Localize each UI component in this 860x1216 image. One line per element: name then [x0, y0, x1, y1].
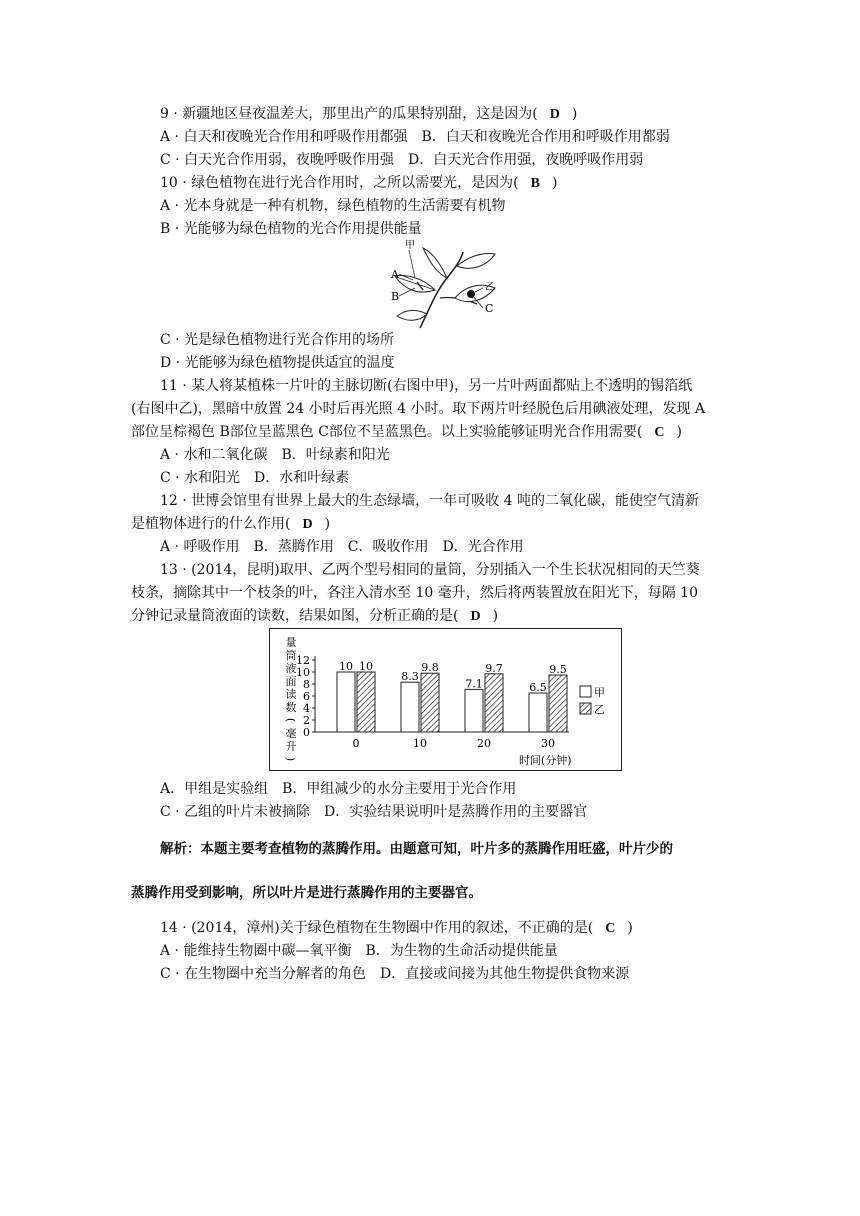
q14-stem-line: [160, 918, 633, 939]
y-tick-label: 12: [296, 654, 310, 667]
bar-chart: [269, 628, 622, 771]
y-axis-label-char: 液: [285, 662, 297, 675]
q9-answer: D: [549, 107, 560, 122]
x-tick-label: 0: [352, 737, 360, 750]
q10-option-a: A · 光本身就是一种有机物，绿色植物的生活需要有机物: [160, 198, 506, 214]
bar-yi-label: 9.5: [549, 663, 567, 676]
label-jia: 甲: [405, 240, 415, 251]
bar-jia-label: 6.5: [529, 681, 547, 694]
label-a: A: [391, 268, 399, 281]
q12-answer: D: [302, 517, 313, 532]
q11-line3: 部位呈棕褐色 B部位呈蓝黑色 C部位不呈蓝黑色。以上实验能够证明光合作用需要(: [131, 424, 643, 440]
bar-yi: [357, 672, 375, 732]
y-axis-label-char: 数: [285, 701, 297, 714]
q11-line3-wrap: [131, 422, 682, 443]
bar-jia: [465, 689, 483, 732]
q13-analysis-line2: 蒸腾作用受到影响，所以叶片是进行蒸腾作用的主要器官。: [131, 885, 482, 901]
q9-options-cd: C · 白天光合作用弱，夜晚呼吸作用强 D．白天光合作用强，夜晚呼吸作用弱: [160, 152, 644, 168]
bar-jia: [337, 672, 355, 732]
y-tick-label: 2: [303, 714, 310, 727]
bar-jia-label: 10: [339, 660, 353, 673]
y-axis-label-char: ): [284, 756, 297, 762]
bar-yi-label: 10: [359, 660, 373, 673]
y-axis-label-char: 升: [285, 740, 297, 753]
q11-close: ): [676, 424, 682, 440]
y-axis-label-char: 毫: [285, 727, 297, 740]
y-axis-label-char: (: [284, 717, 297, 723]
q10-stem: 10 · 绿色植物在进行光合作用时，之所以需要光，是因为(: [160, 175, 519, 191]
bar-yi-label: 9.7: [485, 661, 503, 675]
q9-stem: 9 · 新疆地区昼夜温差大，那里出产的瓜果特别甜，这是因为(: [160, 106, 538, 122]
q10-option-d: D · 光能够为绿色植物提供适宜的温度: [160, 355, 395, 371]
y-axis-label-char: 筒: [285, 649, 297, 662]
label-yi: 乙: [485, 282, 495, 293]
bar-yi: [421, 673, 439, 732]
legend-label: 乙: [594, 703, 605, 716]
q9-stem-line: [160, 104, 577, 125]
q13-line3-wrap: [131, 606, 498, 627]
q10-stem-line: [160, 173, 557, 194]
q14-options-ab: A · 能维持生物圈中碳—氧平衡 B．为生物的生命活动提供能量: [160, 943, 558, 959]
bar-jia: [401, 682, 419, 732]
q9-options-ab: A · 白天和夜晚光合作用和呼吸作用都强 B．白天和夜晚光合作用和呼吸作用都弱: [160, 129, 670, 145]
legend-label: 甲: [594, 686, 605, 699]
y-tick-label: 0: [303, 726, 310, 739]
q11-options-cd: C · 水和阳光 D．水和叶绿素: [160, 470, 350, 486]
bar-jia: [529, 693, 547, 732]
q11-options-ab: A · 水和二氧化碳 B．叶绿素和阳光: [160, 447, 390, 463]
bar-yi-label: 9.8: [421, 661, 439, 675]
x-tick-label: 20: [477, 737, 491, 750]
q11-line2: (右图中乙)，黑暗中放置 24 小时后再光照 4 小时。取下两片叶经脱色后用碘液处理，发现 A: [131, 401, 706, 417]
x-tick-label: 30: [541, 737, 555, 750]
y-axis-label-char: 读: [285, 688, 297, 701]
y-axis-label-char: 面: [285, 675, 297, 688]
q13-close: ): [492, 608, 499, 624]
q10-option-c: C · 光是绿色植物进行光合作用的场所: [160, 332, 395, 348]
q13-options-ab: A．甲组是实验组 B．甲组减少的水分主要用于光合作用: [160, 781, 517, 797]
x-tick-label: 10: [413, 737, 427, 750]
leaf-right-top: [457, 254, 495, 269]
bar-jia-label: 7.1: [465, 677, 483, 691]
x-axis-label: 时间(分钟): [519, 754, 572, 767]
q14-stem: 14 · (2014，漳州)关于绿色植物在生物圈中作用的叙述，不正确的是(: [160, 920, 594, 936]
q12-line1: 12 · 世博会馆里有世界上最大的生态绿墙，一年可吸收 4 吨的二氧化碳，能使空气清新: [160, 493, 699, 509]
q14-answer: C: [605, 921, 616, 936]
q12-line2-wrap: [131, 514, 330, 535]
legend-swatch: [580, 686, 591, 697]
q11-answer: C: [654, 425, 665, 440]
legend-swatch: [580, 703, 591, 714]
y-tick-label: 8: [303, 678, 310, 691]
y-axis-label-char: 量: [285, 636, 297, 649]
q12-line2: 是植物体进行的什么作用(: [131, 516, 291, 532]
label-c: C: [485, 302, 494, 315]
y-tick-label: 10: [296, 666, 310, 679]
q13-line3: 分钟记录量筒液面的读数，结果如图，分析正确的是(: [131, 608, 459, 624]
leaf-top: [423, 248, 447, 278]
q13-line2: 枝条，摘除其中一个枝条的叶，各注入清水至 10 毫升，然后将两装置放在阳光下，每隔 10: [131, 585, 698, 601]
leaf-lower: [397, 310, 427, 320]
bar-yi: [549, 675, 567, 732]
q10-close: ): [551, 175, 558, 191]
y-tick-label: 4: [303, 702, 310, 715]
q14-close: ): [627, 920, 633, 936]
q9-close: ): [571, 106, 578, 122]
q12-close: ): [324, 516, 331, 532]
leaf-figure: [385, 238, 505, 330]
label-b: B: [391, 290, 400, 303]
q10-option-b: B · 光能够为绿色植物的光合作用提供能量: [160, 221, 422, 237]
q14-options-cd: C · 在生物圈中充当分解者的角色 D．直接或间接为其他生物提供食物来源: [160, 966, 630, 982]
q12-options: A · 呼吸作用 B．蒸腾作用 C．吸收作用 D．光合作用: [160, 539, 524, 555]
q13-options-cd: C · 乙组的叶片未被摘除 D．实验结果说明叶是蒸腾作用的主要器官: [160, 804, 588, 820]
y-tick-label: 6: [303, 690, 310, 703]
bar-jia-label: 8.3: [401, 670, 419, 684]
bar-yi: [485, 674, 503, 732]
q10-answer: B: [530, 176, 540, 191]
q13-answer: D: [470, 609, 481, 624]
q13-analysis-line1: 解析：本题主要考查植物的蒸腾作用。由题意可知，叶片多的蒸腾作用旺盛，叶片少的: [160, 841, 673, 857]
q11-line1: 11 · 某人将某植株一片叶的主脉切断(右图中甲)，另一片叶两面都贴上不透明的锡箔纸: [160, 378, 693, 394]
q13-line1: 13 · (2014，昆明)取甲、乙两个型号相同的量筒，分别插入一个生长状况相同的天竺葵: [160, 562, 700, 578]
